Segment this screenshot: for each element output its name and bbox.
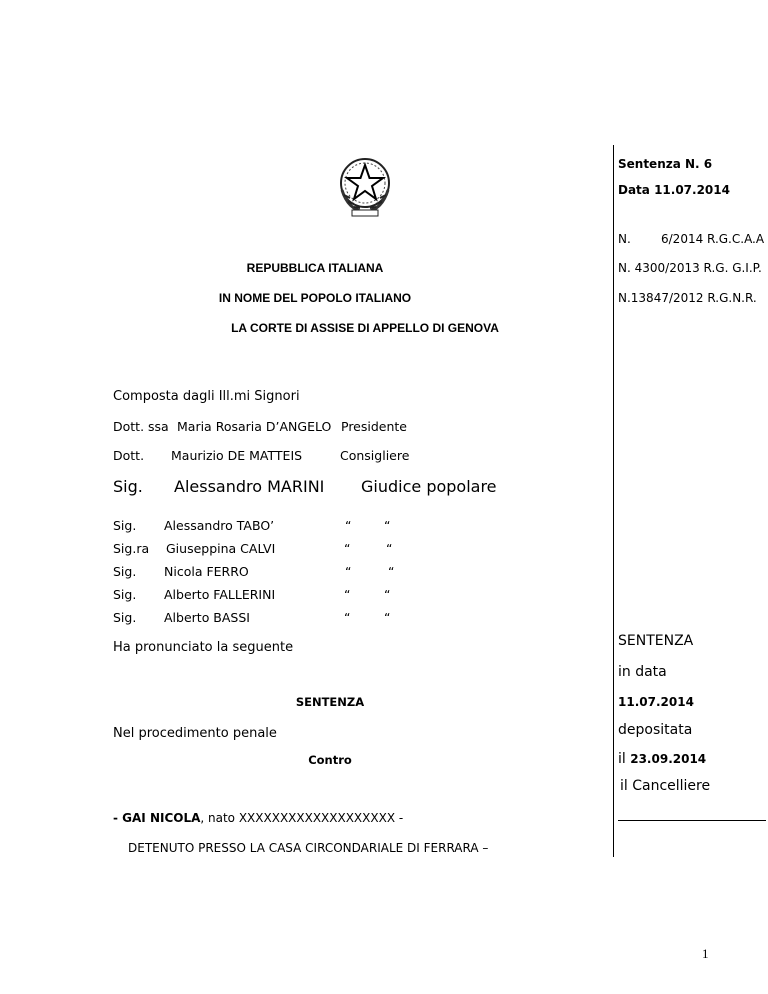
ditto-mark: “: [384, 518, 391, 533]
margin-divider: [613, 145, 614, 857]
member-name: Maria Rosaria D’ANGELO: [177, 419, 332, 434]
member-name: Alberto BASSI: [164, 610, 250, 625]
member-title: Sig.: [113, 610, 137, 625]
ditto-mark: “: [345, 564, 352, 579]
depositata-label: depositata: [618, 722, 693, 738]
corte-heading: LA CORTE DI ASSISE DI APPELLO DI GENOVA: [231, 321, 499, 335]
ditto-mark: “: [345, 518, 352, 533]
member-role: Giudice popolare: [361, 477, 497, 496]
sidebar-sentenza-label: SENTENZA: [618, 633, 694, 649]
italian-republic-emblem-icon: [330, 150, 400, 220]
il-prefix: il: [618, 751, 626, 767]
composta-label: Composta dagli Ill.mi Signori: [113, 389, 300, 404]
member-name: Nicola FERRO: [164, 564, 249, 579]
sentenza-date: Data 11.07.2014: [618, 183, 730, 197]
member-name: Alessandro MARINI: [174, 477, 325, 496]
member-title: Dott.: [113, 448, 145, 463]
ditto-mark: “: [344, 587, 351, 602]
contro-heading: Contro: [308, 753, 352, 767]
member-title: Sig.: [113, 477, 143, 496]
deposit-date: 23.09.2014: [630, 752, 707, 766]
member-role: Presidente: [341, 419, 407, 434]
in-data-value: 11.07.2014: [618, 695, 694, 709]
ditto-mark: “: [384, 610, 391, 625]
pronunciato-text: Ha pronunciato la seguente: [113, 640, 294, 655]
cancelliere-label: il Cancelliere: [620, 778, 711, 794]
rgcaa-label: N.: [618, 232, 631, 246]
member-title: Sig.: [113, 518, 137, 533]
in-data-label: in data: [618, 664, 667, 680]
imputato-details: , nato XXXXXXXXXXXXXXXXXXX -: [200, 811, 404, 825]
member-name: Alessandro TABO’: [164, 518, 275, 533]
imputato-line: [113, 811, 403, 825]
popolo-heading: IN NOME DEL POPOLO ITALIANO: [218, 291, 412, 305]
imputato-name: - GAI NICOLA: [113, 811, 201, 825]
ditto-mark: “: [344, 610, 351, 625]
member-title: Sig.: [113, 564, 137, 579]
member-title: Dott. ssa: [113, 419, 169, 434]
member-name: Maurizio DE MATTEIS: [171, 448, 303, 463]
detenuto-text: DETENUTO PRESSO LA CASA CIRCONDARIALE DI FERRARA –: [128, 841, 489, 855]
member-name: Giuseppina CALVI: [166, 541, 276, 556]
rgcaa-value: 6/2014 R.G.C.A.A: [661, 232, 765, 246]
member-title: Sig.: [113, 587, 137, 602]
member-name: Alberto FALLERINI: [164, 587, 276, 602]
republic-heading: REPUBBLICA ITALIANA: [246, 261, 384, 275]
sentenza-heading: SENTENZA: [295, 695, 365, 709]
ditto-mark: “: [388, 564, 395, 579]
ditto-mark: “: [386, 541, 393, 556]
page-number: 1: [702, 946, 709, 961]
deposit-date-line: [618, 751, 706, 767]
signature-line: [618, 820, 766, 821]
sentenza-number: Sentenza N. 6: [618, 157, 713, 171]
rgnr: N.13847/2012 R.G.N.R.: [618, 291, 757, 305]
member-role: Consigliere: [340, 448, 410, 463]
procedimento-text: Nel procedimento penale: [113, 726, 277, 741]
rg-gip: N. 4300/2013 R.G. G.I.P.: [618, 261, 762, 275]
ditto-mark: “: [344, 541, 351, 556]
ditto-mark: “: [384, 587, 391, 602]
member-title: Sig.ra: [113, 541, 150, 556]
